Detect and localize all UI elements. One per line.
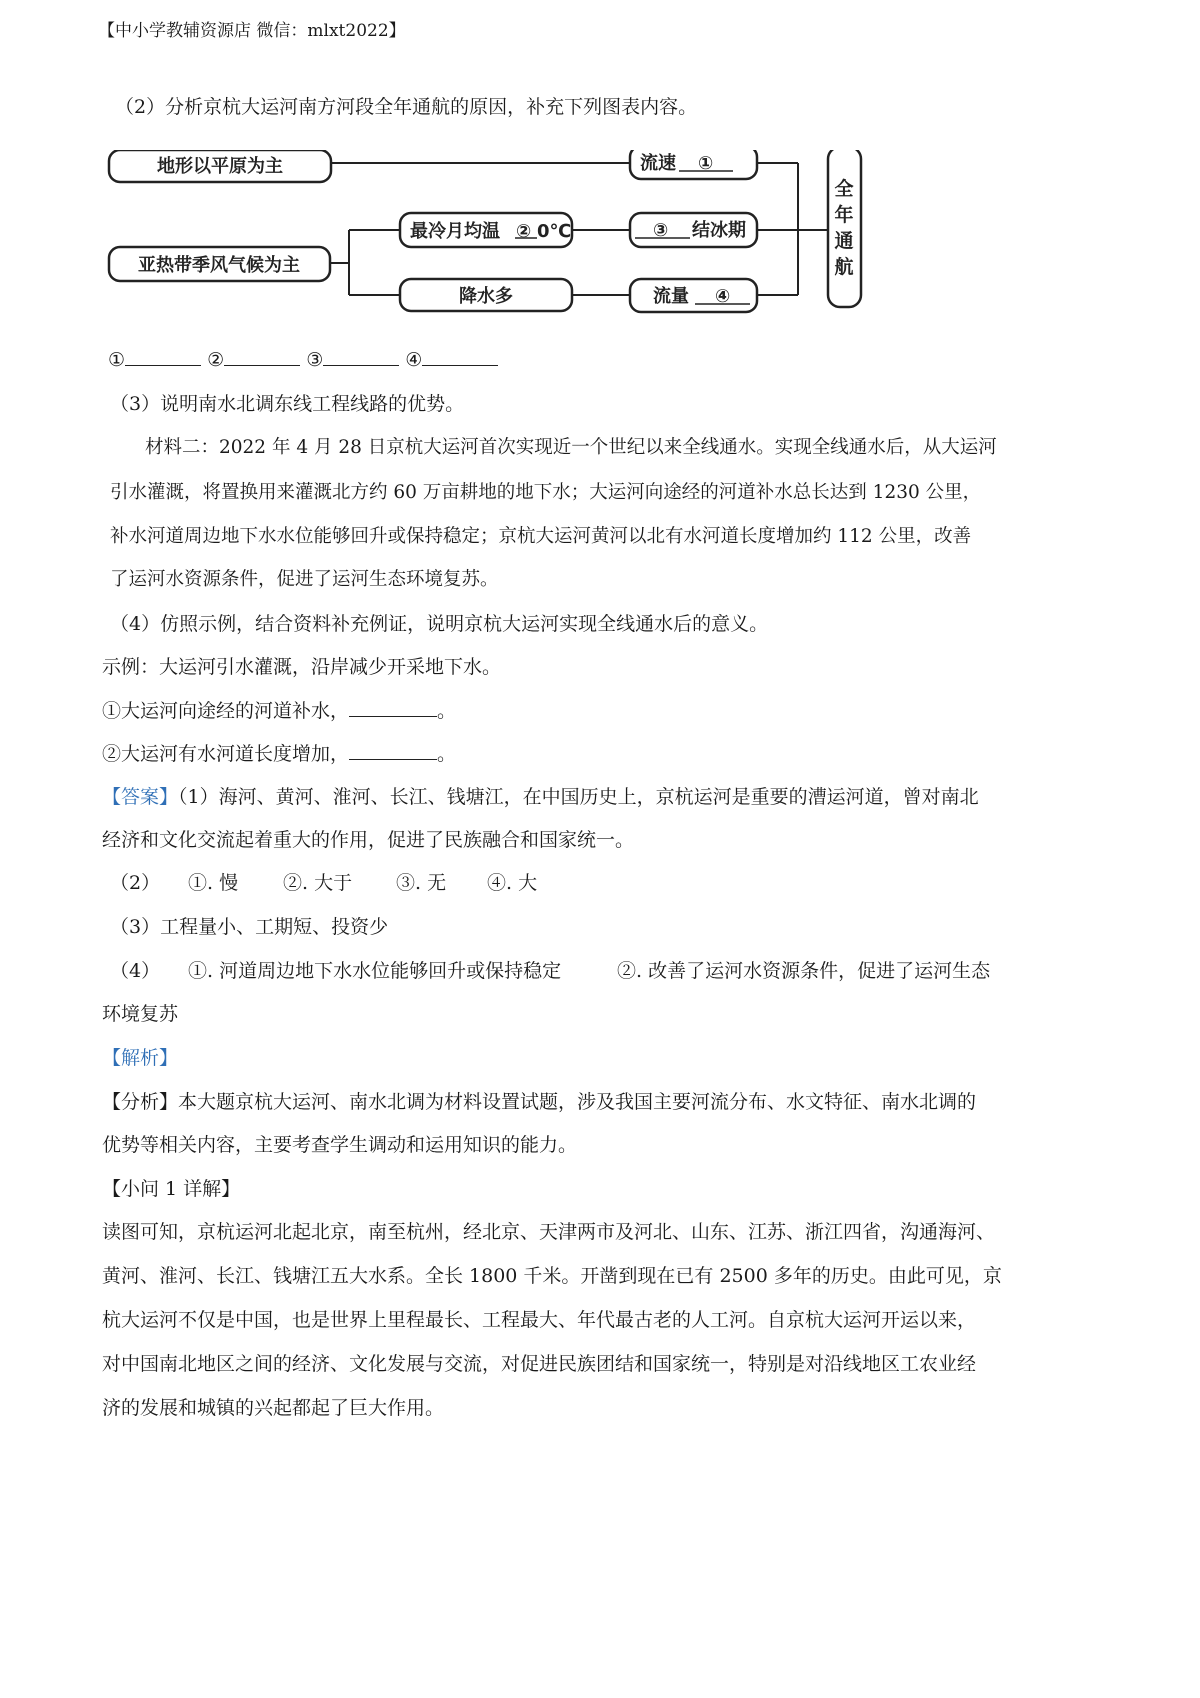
blank-4-line[interactable] — [422, 347, 498, 366]
item-2-end: 。 — [437, 743, 457, 765]
answer-4-item-1: ①. 河道周边地下水水位能够回升或保持稳定 — [188, 960, 562, 982]
item-2-blank[interactable] — [349, 741, 437, 760]
item-1-text: ①大运河向途经的河道补水， — [102, 700, 350, 722]
sub-question-1-line-3: 杭大运河不仅是中国，也是世界上里程最长、工程最大、年代最古老的人工河。自京杭大运河开运以来， — [102, 1309, 977, 1331]
material-2-line-3: 补水河道周边地下水水位能够回升或保持稳定；京杭大运河黄河以北有水河道长度增加约 112 公里，改善 — [110, 526, 972, 547]
sub-question-1-line-4: 对中国南北地区之间的经济、文化发展与交流，对促进民族团结和国家统一，特别是对沿线地区工农业经 — [102, 1353, 977, 1375]
question-4-item-1 — [102, 698, 456, 723]
label-result-2: 年 — [834, 204, 854, 226]
answer-line-1 — [102, 785, 979, 809]
question-4-prompt: （4）仿照示例，结合资料补充例证，说明京杭大运河实现全线通水后的意义。 — [110, 613, 769, 635]
sub-question-1-line-2: 黄河、淮河、长江、钱塘江五大水系。全长 1800 千米。开凿到现在已有 2500 多年的历史。由此可见，京 — [102, 1265, 1002, 1287]
analysis-fenxi-line-2: 优势等相关内容，主要考查学生调动和运用知识的能力。 — [102, 1134, 578, 1156]
answer-2-label: （2） — [110, 872, 161, 894]
label-coldest-mark: ② — [516, 221, 532, 242]
label-freeze-suffix: 结冰期 — [692, 220, 746, 241]
sub-question-1-line-1: 读图可知，京杭运河北起北京，南至杭州，经北京、天津两市及河北、山东、江苏、浙江四省，沟通海河、 — [102, 1221, 996, 1243]
answer-4-line-2: 环境复苏 — [102, 1003, 179, 1025]
label-coldest-suffix: 0℃ — [537, 221, 572, 242]
answer-1-text: （1）海河、黄河、淮河、长江、钱塘江，在中国历史上，京杭运河是重要的漕运河道，曾对南北 — [178, 786, 979, 808]
material-2-line-2: 引水灌溉，将置换用来灌溉北方约 60 万亩耕地的地下水；大运河向途经的河道补水总长达到 1230 公里， — [110, 482, 982, 503]
label-flow-prefix: 流量 — [653, 286, 689, 307]
blank-3-line[interactable] — [323, 347, 399, 366]
label-precip: 降水多 — [459, 286, 513, 307]
label-result-4: 航 — [834, 256, 854, 278]
blank-3-mark: ③ — [306, 349, 324, 371]
blank-4-mark: ④ — [405, 349, 423, 371]
material-2-line-4: 了运河水资源条件，促进了运河生态环境复苏。 — [110, 569, 499, 590]
blank-2-line[interactable] — [224, 347, 300, 366]
answer-2-item-3: ③. 无 — [396, 872, 447, 894]
answer-3: （3）工程量小、工期短、投资少 — [110, 916, 389, 938]
label-speed-prefix: 流速 — [640, 153, 676, 174]
cause-diagram — [105, 150, 875, 320]
page-header: 【中小学教辅资源店 微信：mlxt2022】 — [98, 21, 406, 41]
blank-1-mark: ① — [108, 349, 126, 371]
label-coldest-prefix: 最冷月均温 — [410, 221, 500, 242]
label-speed-mark: ① — [698, 153, 714, 174]
label-flow-mark: ④ — [715, 286, 731, 307]
question-3-prompt: （3）说明南水北调东线工程线路的优势。 — [110, 393, 465, 415]
box-result — [828, 150, 861, 307]
question-4-item-2 — [102, 741, 456, 766]
answer-2-item-2: ②. 大于 — [283, 872, 353, 894]
answer-4-item-2: ②. 改善了运河水资源条件，促进了运河生态 — [617, 960, 991, 982]
sub-question-1-tag: 【小问 1 详解】 — [102, 1178, 241, 1200]
material-2-line-1: 材料二：2022 年 4 月 28 日京杭大运河首次实现近一个世纪以来全线通水。实现全线通水后，从大运河 — [145, 437, 997, 458]
item-2-text: ②大运河有水河道长度增加， — [102, 743, 350, 765]
analysis-fenxi-line-1: 【分析】本大题京杭大运河、南水北调为材料设置试题，涉及我国主要河流分布、水文特征、南水北调的 — [102, 1091, 977, 1113]
answer-blanks-row — [108, 347, 498, 372]
answer-tag: 【答案】 — [102, 786, 179, 808]
answer-2-item-4: ④. 大 — [487, 872, 538, 894]
answer-line-2: 经济和文化交流起着重大的作用，促进了民族融合和国家统一。 — [102, 829, 635, 851]
label-result-3: 通 — [834, 230, 854, 252]
blank-2-mark: ② — [207, 349, 225, 371]
question-2-prompt: （2）分析京杭大运河南方河段全年通航的原因，补充下列图表内容。 — [115, 96, 698, 118]
analysis-tag: 【解析】 — [102, 1047, 179, 1069]
item-1-end: 。 — [437, 700, 457, 722]
question-4-example: 示例：大运河引水灌溉，沿岸减少开采地下水。 — [102, 656, 502, 678]
box-flow — [630, 279, 757, 312]
item-1-blank[interactable] — [349, 698, 437, 717]
answer-2-item-1: ①. 慢 — [188, 872, 239, 894]
label-freeze-mark: ③ — [653, 220, 669, 241]
label-result-1: 全 — [834, 178, 854, 200]
label-climate: 亚热带季风气候为主 — [138, 255, 300, 276]
sub-question-1-line-5: 济的发展和城镇的兴起都起了巨大作用。 — [102, 1397, 445, 1419]
label-terrain: 地形以平原为主 — [157, 156, 283, 177]
answer-4-label: （4） — [110, 960, 161, 982]
blank-1-line[interactable] — [125, 347, 201, 366]
